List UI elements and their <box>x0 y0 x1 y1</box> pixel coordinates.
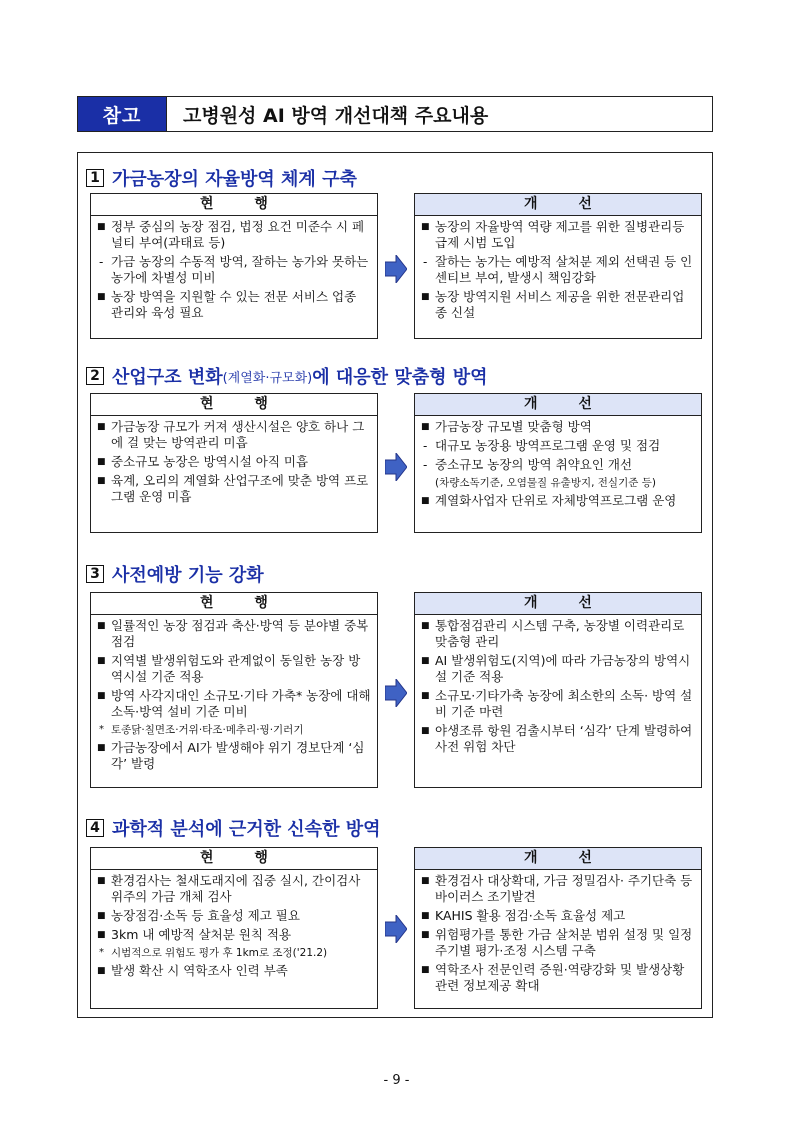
section-title-note: (계열화·규모화) <box>222 370 313 386</box>
list-item: ■ 일률적인 농장 점검과 축산·방역 등 분야별 중복 점검 <box>97 618 369 649</box>
improve-list <box>415 615 701 760</box>
list-item: ■ 농장 방역지원 서비스 제공을 위한 전문관리업종 신설 <box>421 289 685 320</box>
list-item: ■ 가금농장 규모가 커져 생산시설은 양호 하나 그에 걸 맞는 방역관리 미흡 <box>97 419 365 450</box>
list-item: ■ 3km 내 예방적 살처분 원칙 적용 <box>97 927 292 942</box>
list-item: - 가금 농장의 수동적 방역, 잘하는 농가와 못하는 농가에 차별성 미비 <box>99 254 369 285</box>
section-title: 가금농장의 자율방역 체계 구축 <box>112 169 357 190</box>
right-arrow-icon <box>385 453 407 481</box>
section-number: 1 <box>86 169 104 187</box>
section-title: 사전예방 기능 강화 <box>112 565 264 586</box>
improve-box <box>414 847 702 1009</box>
section-heading <box>86 165 357 191</box>
improve-header: 개 선 <box>415 593 701 615</box>
list-item: ■ 가금농장에서 AI가 발생해야 위기 경보단계 ‘심각’ 발령 <box>97 740 365 771</box>
current-header: 현 행 <box>91 194 377 216</box>
title-bar <box>77 96 713 132</box>
list-item: ■ KAHIS 활용 점검·소독 효율성 제고 <box>421 908 626 923</box>
right-arrow-icon <box>385 255 407 283</box>
current-list <box>91 416 377 510</box>
list-item: ■ AI 발생위험도(지역)에 따라 가금농장의 방역시설 기준 적용 <box>421 653 691 684</box>
list-item: ■ 정부 중심의 농장 점검, 법정 요건 미준수 시 페널티 부여(과태료 등) <box>97 219 365 250</box>
list-item: ■ 계열화사업자 단위로 자체방역프로그램 운영 <box>421 493 677 508</box>
content-frame <box>77 152 713 1018</box>
current-box <box>90 847 378 1009</box>
list-item-note: * 토종닭·칠면조·거위·타조·메추리·꿩·기러기 <box>99 724 304 736</box>
current-list <box>91 216 377 326</box>
list-item: ■ 중소규모 농장은 방역시설 아직 미흡 <box>97 454 309 469</box>
list-item: - 잘하는 농가는 예방적 살처분 제외 선택권 등 인센티브 부여, 발생시 책임강화 <box>423 254 693 285</box>
list-item: ■ 가금농장 규모별 맞춤형 방역 <box>421 419 592 434</box>
list-item: ■ 소규모·기타가축 농장에 최소한의 소독· 방역 설비 기준 마련 <box>421 688 693 719</box>
list-item: - 대규모 농장용 방역프로그램 운영 및 점검 <box>423 438 661 453</box>
improve-header: 개 선 <box>415 848 701 870</box>
section-number: 4 <box>86 819 104 837</box>
current-list <box>91 615 377 777</box>
list-item-note: (차량소독기준, 오염물질 유출방지, 전실기준 등) <box>435 477 656 489</box>
section-title: 과학적 분석에 근거한 신속한 방역 <box>112 819 381 840</box>
list-item: ■ 지역별 발생위험도와 관계없이 동일한 농장 방역시설 기준 적용 <box>97 653 361 684</box>
list-item: ■ 역학조사 전문인력 증원·역량강화 및 발생상황 관련 정보제공 확대 <box>421 962 685 993</box>
current-box <box>90 193 378 339</box>
list-item: ■ 방역 사각지대인 소규모·기타 가축* 농장에 대해 소독·방역 설비 기준 미비 <box>97 688 371 719</box>
section-heading <box>86 815 381 841</box>
page-number: - 9 - <box>383 1073 410 1088</box>
list-item: ■ 발생 확산 시 역학조사 인력 부족 <box>97 963 288 978</box>
list-item: ■ 위험평가를 통한 가금 살처분 범위 설정 및 일정 주기별 평가·조정 시스템 구축 <box>421 927 693 958</box>
improve-list <box>415 416 701 514</box>
improve-list <box>415 216 701 326</box>
current-box <box>90 393 378 533</box>
list-item: ■ 야생조류 항원 검출시부터 ‘심각’ 단계 발령하여 사전 위험 차단 <box>421 723 693 754</box>
list-item: ■ 환경검사 대상확대, 가금 정밀검사· 주기단축 등 바이러스 조기발견 <box>421 873 693 904</box>
current-header: 현 행 <box>91 593 377 615</box>
current-header: 현 행 <box>91 848 377 870</box>
improve-box <box>414 393 702 533</box>
current-list <box>91 870 377 984</box>
improve-box <box>414 592 702 788</box>
list-item: ■ 통합점검관리 시스템 구축, 농장별 이력관리로 맞춤형 관리 <box>421 618 685 649</box>
improve-header: 개 선 <box>415 394 701 416</box>
right-arrow-icon <box>385 679 407 707</box>
list-item-note: * 시범적으로 위험도 평가 후 1km로 조정('21.2) <box>99 947 328 959</box>
section-heading <box>86 561 264 587</box>
section-number: 2 <box>86 367 104 385</box>
list-item: ■ 농장 방역을 지원할 수 있는 전문 서비스 업종 관리와 육성 필요 <box>97 289 357 320</box>
section-title: 산업구조 변화 <box>112 367 223 388</box>
list-item: ■ 환경검사는 철새도래지에 집중 실시, 간이검사 위주의 가금 개체 검사 <box>97 873 361 904</box>
improve-header: 개 선 <box>415 194 701 216</box>
section-number: 3 <box>86 565 104 583</box>
page-title: 고병원성 AI 방역 개선대책 주요내용 <box>166 97 712 131</box>
right-arrow-icon <box>385 915 407 943</box>
improve-box <box>414 193 702 339</box>
list-item: ■ 육계, 오리의 계열화 산업구조에 맞춘 방역 프로그램 운영 미흡 <box>97 473 369 504</box>
list-item: ■ 농장점검·소독 등 효율성 제고 필요 <box>97 908 300 923</box>
improve-list <box>415 870 701 999</box>
section-heading <box>86 363 488 389</box>
title-tag: 참고 <box>78 97 166 131</box>
current-header: 현 행 <box>91 394 377 416</box>
current-box <box>90 592 378 788</box>
section-title-tail: 에 대응한 맞춤형 방역 <box>312 367 488 388</box>
list-item: - 중소규모 농장의 방역 취약요인 개선 <box>423 457 633 472</box>
list-item: ■ 농장의 자율방역 역량 제고를 위한 질병관리등급제 시범 도입 <box>421 219 685 250</box>
